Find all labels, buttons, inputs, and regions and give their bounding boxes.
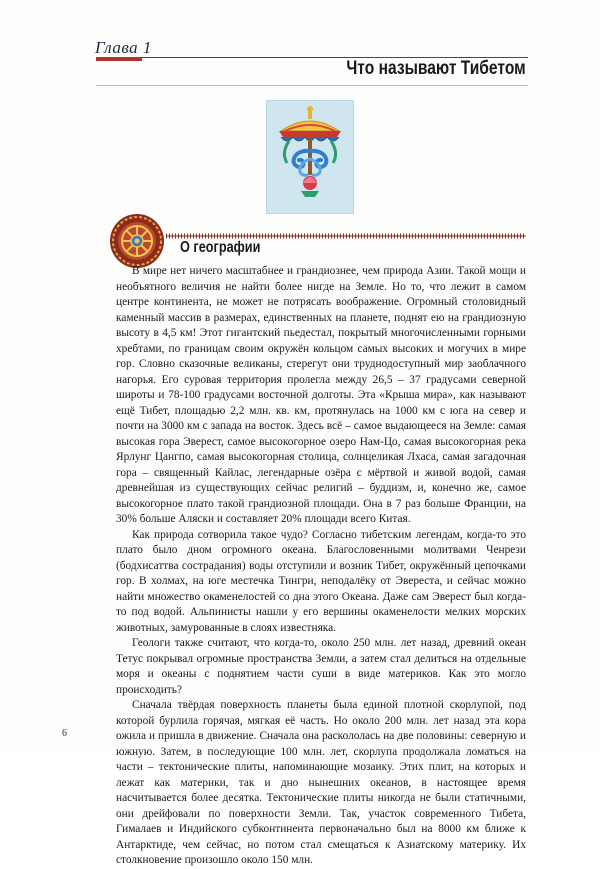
ashtamangala-parasol-icon xyxy=(267,101,353,213)
page-number: 6 xyxy=(62,728,67,739)
section-divider xyxy=(166,226,526,232)
paragraph: В мире нет ничего масштабнее и грандиознее, чем природа Азии. Такой мощи и необъятного величия не найти более нигде на Земле. Но то, что лежит в самом центре континента, не может не потрясать воображение. Огромный столовидный каменный массив в размерах, единственных на планете, поднят ею на грандиозную высоту в 4,5 км! Этот гигантский пьедестал, покрытый многочисленными горными хребтами, по границам своим окружён кольцом самых высоких и могучих в мире гор. Словно сказочные великаны, стерегут они труднодоступный мир заоблачного нагорья. Его суровая территория пролегла между 26,5 – 37 градусами северной широты и 78-100 градусами восточной долготы. Эта «Крыша мира», как называют ещё Тибет, площадью 2,2 млн. кв. км, протянулась на 1000 км с юга на север и почти на 3000 км с запада на восток. Здесь всё – самое выдающееся на Земле: самая высокая гора Эверест, самое высокогорное озеро Нам-Цо, самая высокогорная река Ярлунг Цангпо, самая высокогорная столица, солнцеликая Лхаса, самая загадочная гора – священный Кайлас, легендарные озёра с мёртвой и живой водой, самая древнейшая из существующих сейчас религий – буддизм, и, конечно же, самое высокогорное плато такой грандиозной площади. Она в 7 раз больше Франции, на 30% больше Аляски и составляет 20% площади всего Китая. xyxy=(116,265,526,525)
dharma-wheel-ornament-icon xyxy=(108,212,166,270)
paragraph: Сначала твёрдая поверхность планеты была единой плотной скорлупой, под которой бурлила горячая, мягкая её часть. Но около 200 млн. лет назад эта кора ожила и пришла в движение. Сначала она раскололась на две половины: северную и южную. Затем, в последующие 100 млн. лет, скорлупа продолжала ломаться на части – тектонические плиты, напоминающие мозаику. Этих плит, на которых и лежат как материки, так и дно нынешних океанов, в настоящее время насчитывается более десятка. Тектонические плиты никогда не были статичными, они дрейфовали по поверхности Земли. Так, участок современного Тибета, Гималаев и Индийского субконтинента первоначально был на 8000 км ближе к Антарктиде, чем сейчас, но потом стал смещаться к Азиатскому материку. Их столкновение произошло около 150 млн. xyxy=(116,699,526,866)
chapter-label: Глава 1 xyxy=(95,38,152,57)
article-body xyxy=(116,264,526,869)
ashtamangala-parasol-illustration xyxy=(266,100,354,214)
paragraph: Геологи также считают, что когда-то, около 250 млн. лет назад, древний океан Тетус покрывал огромные пространства Земли, а затем стал делиться на отдельные моря и океаны с поднятием части суши в виде материков. Как это могло происходить? xyxy=(116,637,526,696)
paragraph: Как природа сотворила такое чудо? Согласно тибетским легендам, когда-то это плато было дном огромного океана. Благословенными молитвами Ченрези (бодхисаттва сострадания) воды отступили и возник Тибет, окружённый цепочками гор. В холмах, на юге местечка Тингри, неподалёку от Эвереста, и сейчас можно найти множество окаменелостей со дна этого Океана. Даже сам Эверест был когда-то под водой. Альпинисты нашли у его вершины окаменелости мелких морских животных, замурованные в слоях известняка. xyxy=(116,528,526,634)
chapter-accent-bar xyxy=(96,57,142,61)
title-underline xyxy=(96,85,528,86)
section-title: О географии xyxy=(180,239,261,256)
chapter-title: Что называют Тибетом xyxy=(346,58,526,79)
